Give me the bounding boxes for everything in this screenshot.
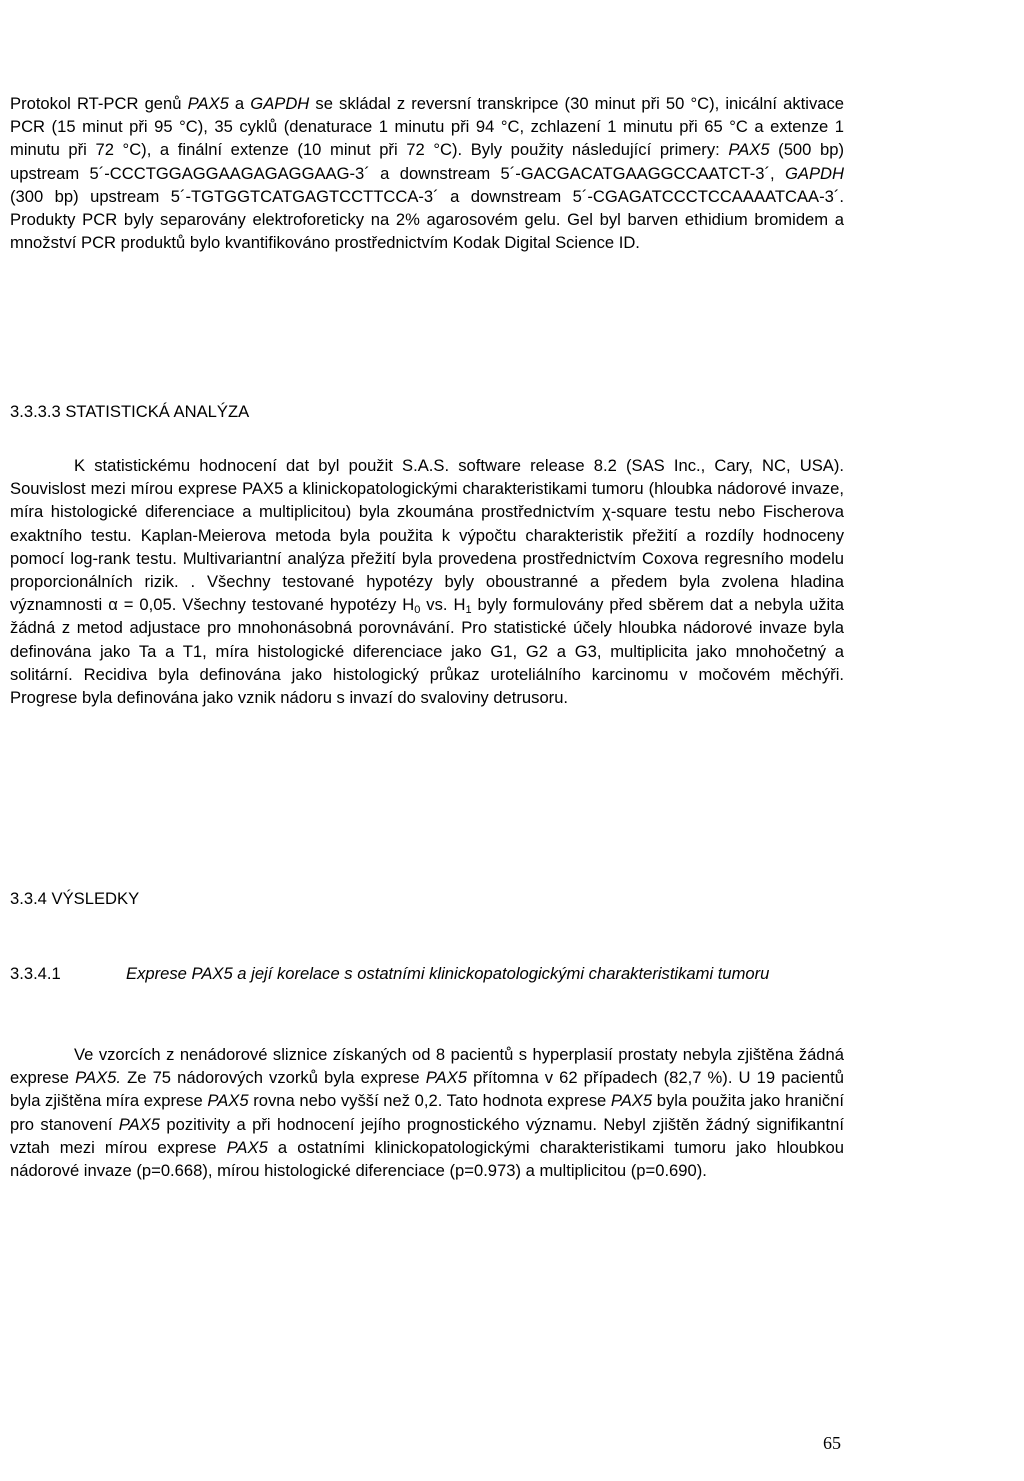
section-heading-statistics: 3.3.3.3 STATISTICKÁ ANALÝZA xyxy=(10,402,250,421)
gene-name: PAX5 xyxy=(207,1091,249,1111)
protocol-paragraph xyxy=(10,92,844,254)
subsection-heading xyxy=(10,962,844,986)
subsection-number: 3.3.4.1 xyxy=(10,964,61,983)
text-segment: rovna nebo vyšší než 0,2. Tato hodnota exprese xyxy=(248,1091,611,1111)
gene-name: GAPDH xyxy=(784,163,844,183)
text-segment: se skládal z reversní transkripce (30 minut při 50 °C), inicální aktivace PCR (15 minut při 95 °C), 35 cyklů (denaturace 1 minutu při 94 °C, zchlazení 1 minutu při 65 °C a extenze 1 minutu při 72 °C), a finální extenze (10 minut při 72 °C). Byly použity následující primery: xyxy=(10,94,844,160)
gene-name: PAX5 xyxy=(187,94,229,113)
gene-name: PAX5 xyxy=(728,140,770,160)
text-segment: Ze 75 nádorových vzorků byla exprese xyxy=(120,1068,426,1088)
page-number: 65 xyxy=(823,1433,841,1453)
statistics-paragraph xyxy=(10,454,844,709)
gene-name: PAX5 xyxy=(425,1068,467,1088)
text-segment: vs. H xyxy=(420,595,466,615)
subsection-title: Exprese PAX5 a její korelace s ostatními klinickopatologickými charakteristikami tumoru xyxy=(126,964,770,983)
text-segment: byly formulovány před sběrem dat a nebyla užita žádná z metod adjustace pro mnohonásobná porovnávání. Pro statistické účely hloubka nádorové invaze byla definována jako Ta a T1, míra histologické diferenciace jako G1, G2 a G3, multiplicita jako mnohočetný a solitární. Recidiva byla definována jako histologický průkaz uroteliálního karcinomu v močovém měchýři. Progrese byla definována jako vznik nádoru s invazí do svaloviny detrusoru. xyxy=(10,595,845,708)
subscript: 0 xyxy=(414,604,421,617)
gene-name: GAPDH xyxy=(250,94,310,113)
text-segment: K statistickému hodnocení dat byl použit S.A.S. software release 8.2 (SAS Inc., Cary, NC, USA). Souvislost mezi mírou exprese PAX5 a klinickopatologickými charakteristikami tumoru (hloubka nádorové invaze, míra histologické diferenciace a multiplicitou) byla zkoumána prostřednictvím χ-square testu nebo Fischerova exaktního testu. Kaplan-Meierova metoda byla použita k výpočtu charakteristik přežití a rozdíly hodnoceny pomocí log-rank testu. Multivariantní analýza přežití byla provedena prostřednictvím Coxova regresního modelu proporcionálních rizik. . Všechny testované hypotézy byly oboustranné a předem byla zvolena hladina významnosti α = 0,05. Všechny testované hypotézy H xyxy=(10,456,844,615)
text-segment: byla použita jako hraniční pro stanovení xyxy=(10,1091,845,1134)
subscript: 1 xyxy=(465,604,472,617)
results-paragraph xyxy=(10,1043,844,1182)
text-segment: Protokol RT-PCR genů xyxy=(10,94,188,113)
text-segment: Ve vzorcích z nenádorové sliznice získaných od 8 pacientů s hyperplasií prostaty nebyla zjištěna žádná exprese xyxy=(10,1045,844,1088)
gene-name: PAX5 xyxy=(118,1114,160,1134)
text-segment: (500 bp) upstream 5´-CCCTGGAGGAAGAGAGGAAG-3´ a downstream 5´-GACGACATGAAGGCCAATCT-3´, xyxy=(10,140,844,183)
text-segment: pozitivity a při hodnocení jejího prognostického významu. Nebyl zjištěn žádný signifikantní vztah mezi mírou exprese xyxy=(10,1114,844,1157)
gene-name: PAX5. xyxy=(75,1068,121,1088)
section-heading-results: 3.3.4 VÝSLEDKY xyxy=(10,889,140,908)
text-segment: přítomna v 62 případech (82,7 %). U 19 pacientů byla zjištěna míra exprese xyxy=(10,1068,844,1111)
text-segment: a ostatními klinickopatologickými charakteristikami tumoru jako hloubkou nádorové invaze (p=0.668), mírou histologické diferenciace (p=0.973) a multiplicitou (p=0.690). xyxy=(10,1137,844,1181)
gene-name: PAX5 xyxy=(226,1137,268,1157)
text-segment: a xyxy=(228,94,251,113)
gene-name: PAX5 xyxy=(610,1091,653,1111)
text-segment: (300 bp) upstream 5´-TGTGGTCATGAGTCCTTCCA-3´ a downstream 5´-CGAGATCCCTCCAAAATCAA-3´. Produkty PCR byly separovány elektroforeticky na 2% agarosovém gelu. Gel byl barven ethidium bromidem a množství PCR produktů bylo kvantifikováno prostřednictvím Kodak Digital Science ID. xyxy=(10,186,844,253)
